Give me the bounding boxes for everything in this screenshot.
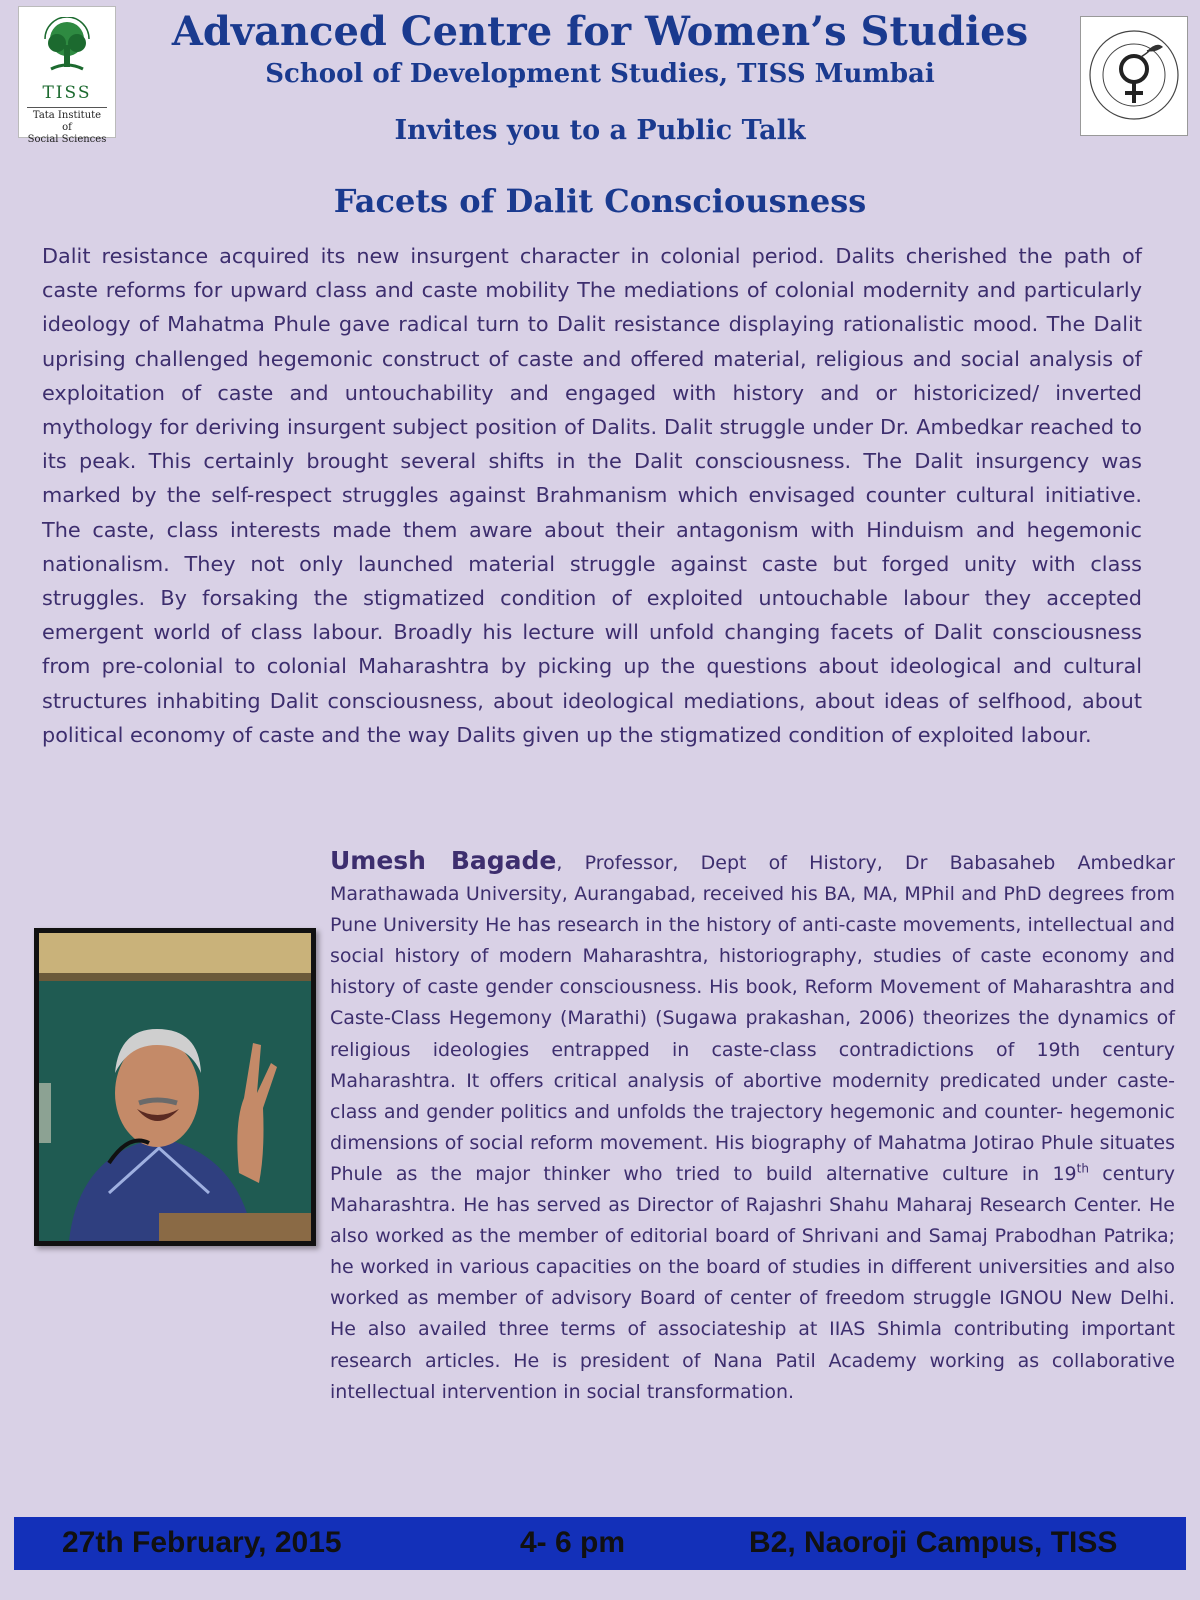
centre-title: Advanced Centre for Women’s Studies	[171, 8, 1029, 55]
speaker-bio-text-part1: , Professor, Dept of History, Dr Babasaheb Ambedkar Marathawada University, Aurangabad, received his BA, MA, MPhil and PhD degrees from Pune University He has research in the history of anti-caste movements, intellectual and social history of modern Maharashtra, historiography, studies of caste economy and history of caste gender consciousness. His book, Reform Movement of Maharashtra and Caste-Class Hegemony (Marathi) (Sugawa prakashan, 2006) theorizes the dynamics of religious ideologies entrapped in caste-class contradictions of 19th century Maharashtra. It offers critical analysis of abortive modernity predicated under caste-class and gender politics and unfolds the trajectory hegemonic and counter- hegemonic dimensions of social reform movement. His biography of Mahatma Jotirao Phule situates Phule as the major thinker who tried to build alternative culture in 19	[330, 852, 1175, 1185]
talk-abstract: Dalit resistance acquired its new insurgent character in colonial period. Dalits cherished the path of caste reforms for upward class and caste mobility The mediations of colonial modernity and particularly ideology of Mahatma Phule gave radical turn to Dalit resistance displaying rationalistic mood. The Dalit uprising challenged hegemonic construct of caste and offered material, religious and social analysis of exploitation of caste and untouchability and engaged with history and or historicized/ inverted mythology for deriving insurgent subject position of Dalits. Dalit struggle under Dr. Ambedkar reached to its peak. This certainly brought several shifts in the Dalit consciousness. The Dalit insurgency was marked by the self-respect struggles against Brahmanism which envisaged counter cultural initiative. The caste, class interests made them aware about their antagonism with Hinduism and hegemonic nationalism. They not only launched material struggle against caste but forged unity with class struggles. By forsaking the stigmatized condition of exploited untouchable labour they accepted emergent world of class labour. Broadly his lecture will unfold changing facets of Dalit consciousness from pre-colonial to colonial Maharashtra by picking up the questions about ideological and cultural structures inhabiting Dalit consciousness, about ideological mediations, about ideas of selfhood, about political economy of caste and the way Dalits given up the stigmatized condition of exploited labour.	[42, 244, 1142, 747]
institute-name-line2: Social Sciences	[27, 134, 107, 145]
school-subtitle: School of Development Studies, TISS Mumbai	[265, 59, 935, 89]
talk-title: Facets of Dalit Consciousness	[333, 182, 867, 220]
invite-line: Invites you to a Public Talk	[394, 115, 806, 146]
speaker-bio	[330, 845, 1175, 1408]
event-date: 27th February, 2015	[62, 1526, 342, 1559]
event-details-bar	[14, 1517, 1186, 1570]
speaker-bio-text-part2: century Maharashtra. He has served as Director of Rajashri Shahu Maharaj Research Center. He also worked as the member of editorial board of Shrivani and Samaj Prabodhan Patrika; he worked in various capacities on the board of studies in different universities and also worked as member of advisory Board of center of freedom struggle IGNOU New Delhi. He also availed three terms of associateship at IIAS Shimla contributing important research articles. He is president of Nana Patil Academy working as collaborative intellectual intervention in social transformation.	[330, 1162, 1176, 1403]
speaker-photo	[34, 928, 316, 1246]
speaker-photo-image	[39, 933, 311, 1241]
speaker-bio-superscript: th	[1076, 1161, 1089, 1176]
event-time: 4- 6 pm	[520, 1526, 626, 1559]
event-venue: B2, Naoroji Campus, TISS	[749, 1526, 1118, 1559]
speaker-name: Umesh Bagade	[330, 846, 557, 875]
tiss-brand-text: TISS	[42, 83, 92, 103]
institute-name-line1: Tata Institute of	[27, 107, 107, 134]
